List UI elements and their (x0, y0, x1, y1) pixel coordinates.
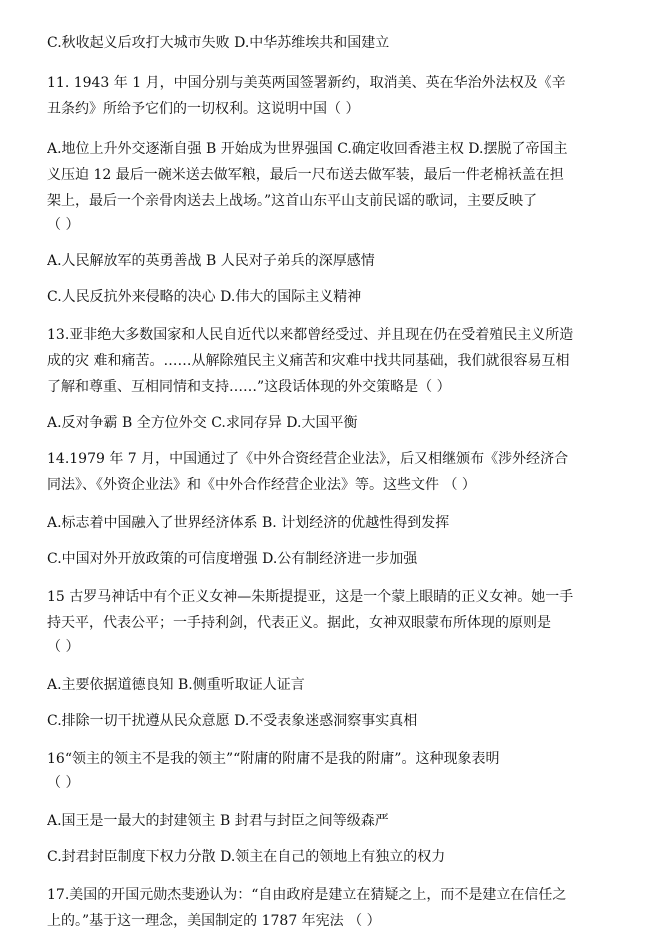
answer-options-line: C.中国对外开放政策的可信度增强 D.公有制经济进一步加强 (47, 551, 418, 567)
question-11-line-1: 11. 1943 年 1 月，中国分别与美英两国签署新约，取消美、英在华治外法权及《辛 (47, 75, 566, 91)
question-11-line-2: 丑条约》所给予它们的一切权利。这说明中国（ ） (47, 101, 360, 117)
question-15-line-1: 15 古罗马神话中有个正义女神—朱斯提提亚，这是一个蒙上眼睛的正义女神。她一手 (47, 589, 574, 605)
question-12-line-2: 架上，最后一个亲骨肉送去上战场。”这首山东平山支前民谣的歌词，主要反映了 (47, 193, 538, 209)
answer-options-line: C.排除一切干扰遵从民众意愿 D.不受表象迷惑洞察事实真相 (47, 713, 418, 729)
question-14-line-2: 同法》、《外资企业法》和《中外合作经营企业法》等。这些文件 （ ） (47, 477, 476, 493)
question-15-line-2: 持天平，代表公平；一手持利剑，代表正义。据此，女神双眼蒙布所体现的原则是 (47, 615, 551, 631)
answer-options-line: A.国王是一最大的封建领主 B 封君与封臣之间等级森严 (47, 813, 389, 829)
question-14-line-1: 14.1979 年 7 月，中国通过了《中外合资经营企业法》，后又相继颁布《涉外经济合 (47, 451, 569, 467)
answer-options-line: A.反对争霸 B 全方位外交 C.求同存异 D.大国平衡 (47, 415, 358, 431)
answer-options-line: A.标志着中国融入了世界经济体系 B. 计划经济的优越性得到发挥 (47, 515, 450, 531)
answer-options-line: C.人民反抗外来侵略的决心 D.伟大的国际主义精神 (47, 289, 362, 305)
question-13-line-1: 13.亚非绝大多数国家和人民自近代以来都曾经受过、并且现在仍在受着殖民主义所造 (47, 327, 574, 343)
question-12-line-1: 义压迫 12 最后一碗米送去做军粮，最后一尺布送去做军装，最后一件老棉袄盖在担 (47, 167, 564, 183)
question-16-line-2: （ ） (47, 775, 80, 791)
question-16-line-1: 16“领主的领主不是我的领主”“附庸的附庸不是我的附庸”。这种现象表明 (47, 751, 500, 767)
answer-options-line: A.人民解放军的英勇善战 B 人民对子弟兵的深厚感情 (47, 253, 375, 269)
answer-options-line: C.封君封臣制度下权力分散 D.领主在自己的领地上有独立的权力 (47, 849, 446, 865)
question-13-line-2: 成的灾 难和痛苦。……从解除殖民主义痛苦和灾难中找共同基础，我们就很容易互相 (47, 353, 570, 369)
answer-options-line: A.地位上升外交逐渐自强 B 开始成为世界强国 C.确定收回香港主权 D.摆脱了帝国主 (47, 141, 568, 157)
question-15-line-3: （ ） (47, 639, 80, 655)
question-12-line-3: （ ） (47, 217, 80, 233)
answer-options-line: A.主要依据道德良知 B.侧重听取证人证言 (47, 677, 305, 693)
question-17-line-2: 上的。”基于这一理念，美国制定的 1787 年宪法 （ ） (47, 913, 381, 929)
question-17-line-1: 17.美国的开国元勋杰斐逊认为：“自由政府是建立在猜疑之上，而不是建立在信任之 (47, 887, 567, 903)
question-13-line-3: 了解和尊重、互相同情和支持……”这段话体现的外交策略是（ ） (47, 379, 451, 395)
text-line: C.秋收起义后攻打大城市失败 D.中华苏维埃共和国建立 (47, 35, 390, 51)
